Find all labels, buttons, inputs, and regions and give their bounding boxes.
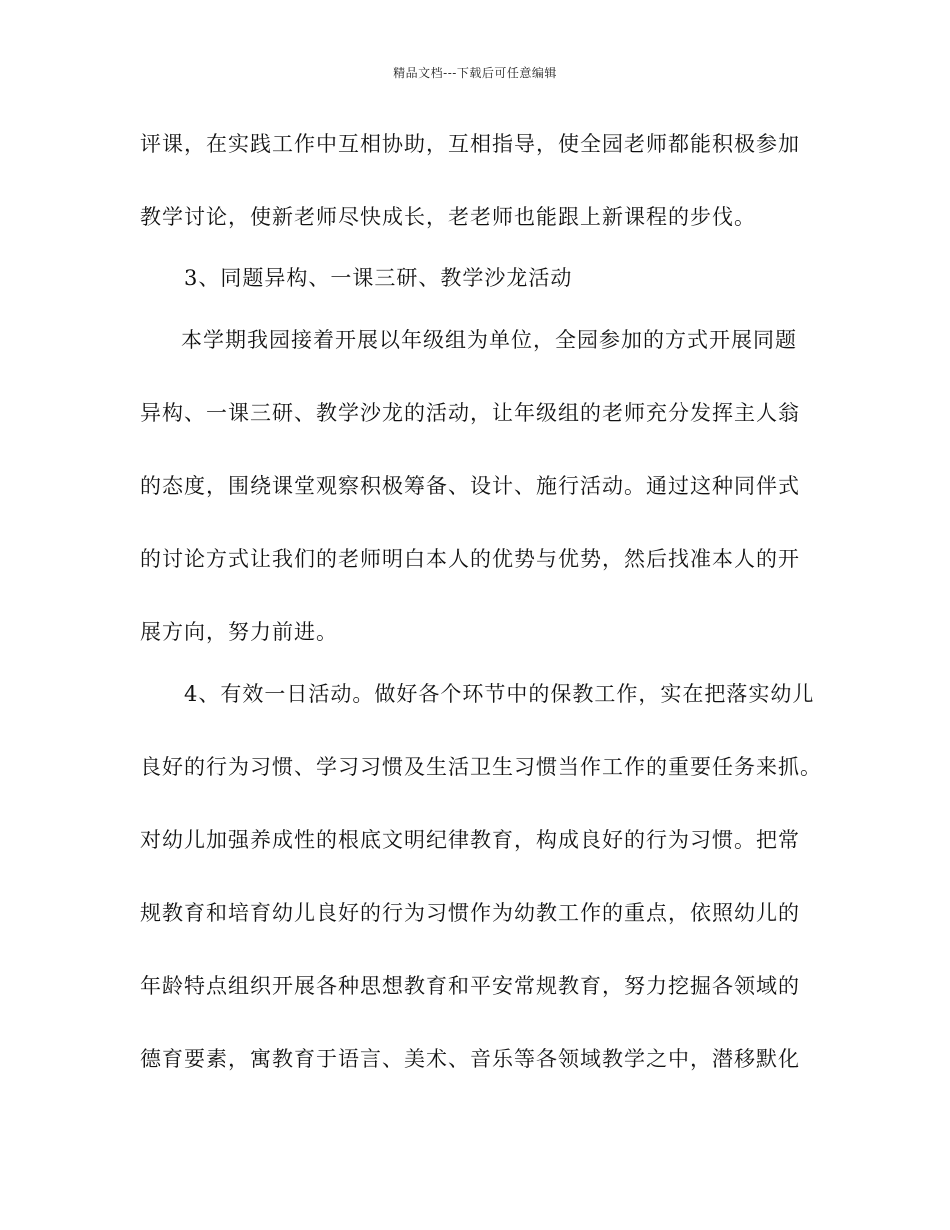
text-line-12: 规教育和培育幼儿良好的行为习惯作为幼教工作的重点，依照幼儿的: [140, 901, 800, 925]
text-line-5: 异构、一课三研、教学沙龙的活动，让年级组的老师充分发挥主人翁: [140, 401, 800, 425]
text-line-14: 德育要素，寓教育于语言、美术、音乐等各领域教学之中，潜移默化: [140, 1047, 800, 1071]
text-line-7: 的讨论方式让我们的老师明白本人的优势与优势，然后找准本人的开: [140, 547, 800, 571]
text-line-10: 良好的行为习惯、学习习惯及生活卫生习惯当作工作的重要任务来抓。: [140, 755, 822, 779]
text-line-13: 年龄特点组织开展各种思想教育和平安常规教育，努力挖掘各领域的: [140, 974, 800, 998]
section-heading-4: 4、有效一日活动。做好各个环节中的保教工作，实在把落实幼儿: [184, 682, 815, 706]
text-line-1: 评课，在实践工作中互相协助，互相指导，使全园老师都能积极参加: [140, 132, 800, 156]
section-heading-3: 3、同题异构、一课三研、教学沙龙活动: [184, 266, 573, 290]
text-line-8: 展方向，努力前进。: [140, 620, 338, 644]
text-line-11: 对幼儿加强养成性的根底文明纪律教育，构成良好的行为习惯。把常: [140, 828, 800, 852]
page-header: 精品文档---下载后可任意编辑: [393, 66, 557, 80]
text-line-4: 本学期我园接着开展以年级组为单位，全园参加的方式开展同题: [181, 328, 797, 352]
text-line-2: 教学讨论，使新老师尽快成长，老老师也能跟上新课程的步伐。: [140, 205, 756, 229]
text-line-6: 的态度，围绕课堂观察积极筹备、设计、施行活动。通过这种同伴式: [140, 474, 800, 498]
